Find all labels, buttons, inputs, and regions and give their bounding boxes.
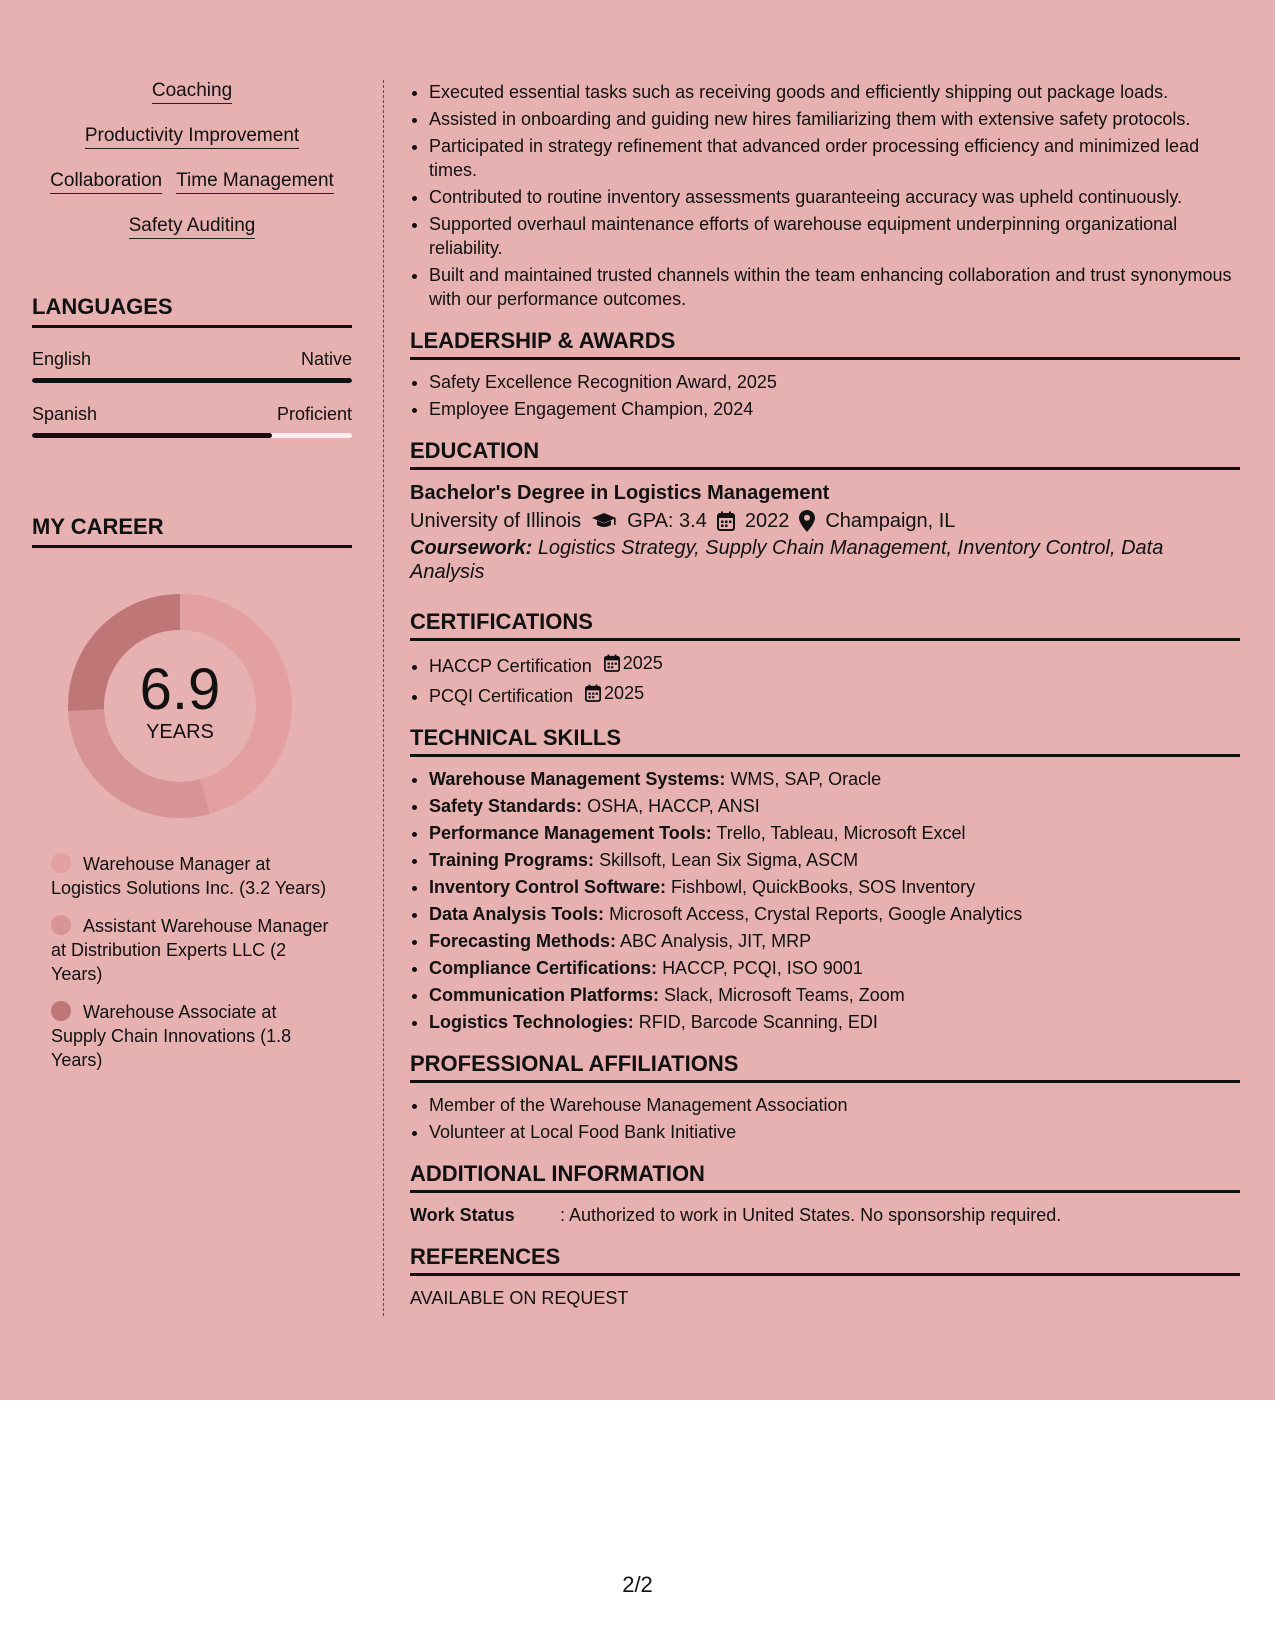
skill-label: Performance Management Tools: [429, 823, 712, 843]
calendar-icon [717, 511, 735, 531]
skill-label: Safety Standards: [429, 796, 583, 816]
skill-tag: Productivity Improvement [85, 124, 299, 149]
language-bar [32, 433, 352, 438]
leadership-section [410, 327, 1240, 421]
language-item [32, 348, 352, 383]
skill-tag: Collaboration [50, 169, 162, 194]
section-title: EDUCATION [410, 437, 1240, 470]
list-item [429, 767, 1240, 791]
column-divider [383, 80, 384, 1316]
section-title: CERTIFICATIONS [410, 608, 1240, 641]
list-item: • Executed essential tasks such as receiving goods and efficiently shipping out package loads. [429, 80, 1240, 104]
gpa: GPA: 3.4 [627, 510, 707, 532]
list-item: • Volunteer at Local Food Bank Initiative [429, 1120, 1240, 1144]
language-level: Native [300, 349, 352, 369]
career-legend-text: Warehouse Manager at Logistics Solutions Inc. (3.2 Years) [51, 854, 327, 898]
career-legend-item [51, 1000, 333, 1072]
language-bar-fill [32, 433, 272, 438]
certification-year: 2025 [622, 653, 663, 673]
career-legend-text: Assistant Warehouse Manager at Distribution Experts LLC (2 Years) [51, 916, 329, 984]
left-column [32, 78, 352, 1086]
section-title: REFERENCES [410, 1243, 1240, 1276]
skill-value: WMS, SAP, Oracle [730, 769, 882, 789]
career-legend-item [51, 914, 333, 986]
references-text: AVAILABLE ON REQUEST [410, 1288, 629, 1308]
graduation-cap-icon [591, 512, 617, 530]
list-item [429, 794, 1240, 818]
legend-dot-icon [51, 853, 71, 873]
graduation-year: 2022 [744, 510, 790, 532]
career-total-years: 6.9 [139, 657, 221, 722]
career-section [32, 514, 352, 1072]
list-item: • Safety Excellence Recognition Award, 2025 [429, 370, 1240, 394]
coursework-label: Coursework: [410, 537, 533, 559]
language-bar-fill [32, 378, 352, 383]
list-item [429, 821, 1240, 845]
language-level: Proficient [276, 404, 352, 424]
work-status [410, 1203, 1240, 1227]
skill-label: Warehouse Management Systems: [429, 769, 726, 789]
skill-tag: Coaching [152, 79, 232, 104]
skill-value: Fishbowl, QuickBooks, SOS Inventory [671, 877, 976, 897]
skill-label: Training Programs: [429, 850, 595, 870]
list-item: • Participated in strategy refinement that advanced order processing efficiency and minimized lead times. [429, 134, 1240, 182]
language-bar [32, 378, 352, 383]
skill-label: Data Analysis Tools: [429, 904, 605, 924]
list-item [429, 1010, 1240, 1034]
right-column [410, 80, 1240, 1310]
skill-tag: Time Management [176, 169, 334, 194]
list-item [429, 956, 1240, 980]
list-item [429, 848, 1240, 872]
list-item [429, 875, 1240, 899]
list-item: • Assisted in onboarding and guiding new hires familiarizing them with extensive safety protocols. [429, 107, 1240, 131]
career-legend [51, 852, 333, 1072]
list-item [429, 983, 1240, 1007]
coursework-list: Logistics Strategy, Supply Chain Management, Inventory Control, Data Analysis [410, 537, 1164, 583]
work-status-value: : Authorized to work in United States. No sponsorship required. [560, 1205, 1062, 1225]
list-item [429, 681, 1240, 708]
school-location: Champaign, IL [825, 510, 956, 532]
affiliations-section [410, 1050, 1240, 1144]
languages-title: LANGUAGES [32, 294, 352, 328]
skills-row [32, 123, 352, 149]
skills-row [32, 213, 352, 239]
references-section [410, 1243, 1240, 1310]
list-item [429, 902, 1240, 926]
list-item: • Supported overhaul maintenance efforts of warehouse equipment underpinning organizational reliability. [429, 212, 1240, 260]
career-legend-item [51, 852, 333, 900]
legend-dot-icon [51, 915, 71, 935]
skill-label: Compliance Certifications: [429, 958, 658, 978]
section-title: ADDITIONAL INFORMATION [410, 1160, 1240, 1193]
list-item: • Built and maintained trusted channels within the team enhancing collaboration and trust synonymous with our performance outcomes. [429, 263, 1240, 311]
coursework [410, 536, 1240, 584]
list-item: • Contributed to routine inventory assessments guaranteeing accuracy was upheld continuously. [429, 185, 1240, 209]
skill-value: ABC Analysis, JIT, MRP [620, 931, 812, 951]
legend-dot-icon [51, 1001, 71, 1021]
skill-value: Slack, Microsoft Teams, Zoom [664, 985, 905, 1005]
education-details [410, 506, 1240, 536]
skill-label: Communication Platforms: [429, 985, 660, 1005]
degree-title: Bachelor's Degree in Logistics Management [410, 482, 830, 504]
skill-value: Trello, Tableau, Microsoft Excel [716, 823, 966, 843]
list-item [429, 651, 1240, 678]
list-item [429, 929, 1240, 953]
skills-tags [32, 78, 352, 239]
language-name: Spanish [32, 404, 98, 424]
skill-value: Skillsoft, Lean Six Sigma, ASCM [599, 850, 859, 870]
additional-info-section [410, 1160, 1240, 1227]
experience-bullets [410, 80, 1240, 311]
calendar-icon [604, 654, 620, 672]
page-number: 2/2 [622, 1572, 653, 1597]
section-title: LEADERSHIP & AWARDS [410, 327, 1240, 360]
list-item: • Employee Engagement Champion, 2024 [429, 397, 1240, 421]
map-pin-icon [799, 510, 815, 532]
calendar-icon [585, 684, 601, 702]
list-item: • Member of the Warehouse Management Association [429, 1093, 1240, 1117]
school-name: University of Illinois [410, 510, 582, 532]
certifications-section [410, 608, 1240, 708]
languages-section [32, 294, 352, 438]
career-legend-text: Warehouse Associate at Supply Chain Innovations (1.8 Years) [51, 1002, 292, 1070]
skill-value: Microsoft Access, Crystal Reports, Google Analytics [609, 904, 1023, 924]
section-title: PROFESSIONAL AFFILIATIONS [410, 1050, 1240, 1083]
career-donut-chart [66, 592, 294, 820]
language-name: English [32, 349, 92, 369]
skills-row [32, 168, 352, 194]
education-section [410, 437, 1240, 584]
skill-value: OSHA, HACCP, ANSI [587, 796, 760, 816]
career-title: MY CAREER [32, 514, 352, 548]
skills-row [32, 78, 352, 104]
skill-value: HACCP, PCQI, ISO 9001 [662, 958, 863, 978]
section-title: TECHNICAL SKILLS [410, 724, 1240, 757]
skill-tag: Safety Auditing [129, 214, 256, 239]
language-item [32, 403, 352, 438]
certification-year: 2025 [604, 683, 645, 703]
certification-name: HACCP Certification [429, 656, 592, 676]
career-total-unit: YEARS [146, 721, 214, 743]
skill-label: Forecasting Methods: [429, 931, 617, 951]
certification-name: PCQI Certification [429, 686, 574, 706]
skill-label: Inventory Control Software: [429, 877, 667, 897]
technical-skills-section [410, 724, 1240, 1034]
skill-label: Logistics Technologies: [429, 1012, 634, 1032]
work-status-label: Work Status [410, 1205, 515, 1225]
skill-value: RFID, Barcode Scanning, EDI [638, 1012, 878, 1032]
